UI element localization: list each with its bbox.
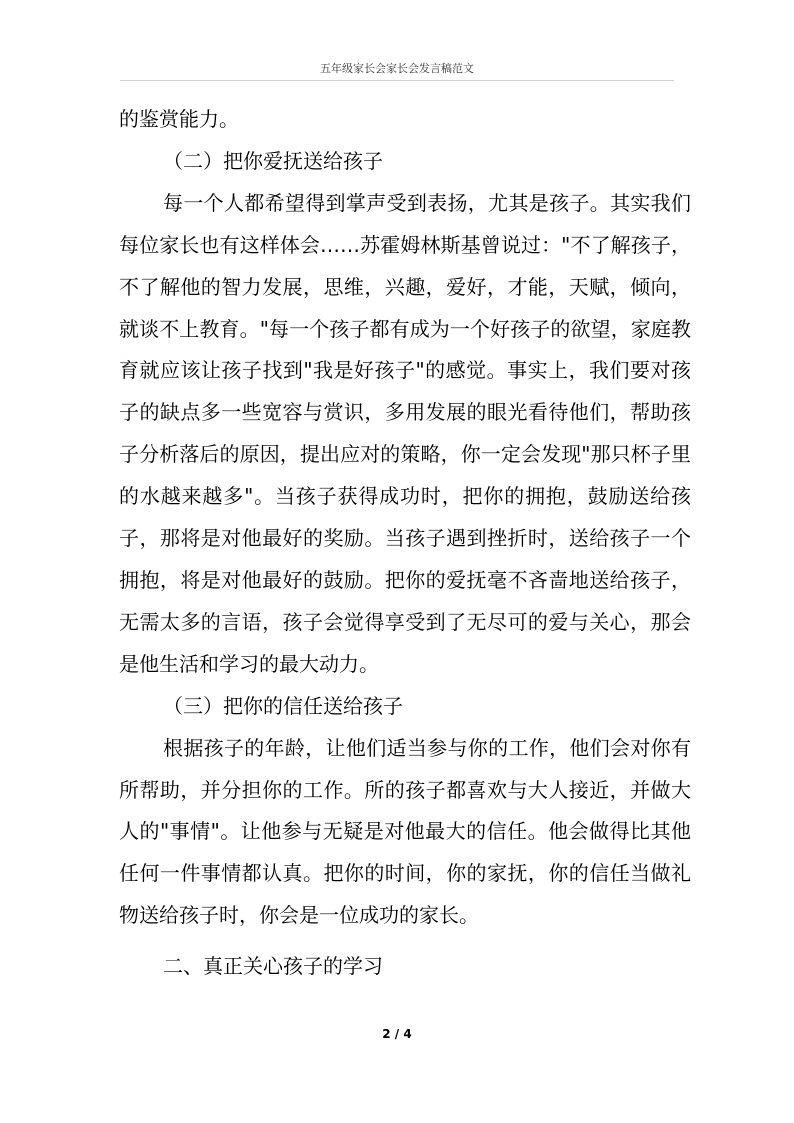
header-divider [120,80,674,81]
page-header: 五年级家长会家长会发言稿范文 [320,62,474,75]
paragraph-affection: 每一个人都希望得到掌声受到表扬，尤其是孩子。其实我们每位家长也有这样体会……苏霍姆林斯基曾说过："不了解孩子，不了解他的智力发展，思维，兴趣，爱好，才能，天赋，倾向，就谈不上教育。"每一个孩子都有成为一个好孩子的欲望，家庭教育就应该让孩子找到"我是好孩子"的感觉。事实上，我们要对孩子的缺点多一些宽容与赏识，多用发展的眼光看待他们，帮助孩子分析落后的原因，提出应对的策略，你一定会发现"那只杯子里的水越来越多"。当孩子获得成功时，把你的拥抱，鼓励送给孩子，那将是对他最好的奖励。当孩子遇到挫折时，送给孩子一个拥抱，将是对他最好的鼓励。把你的爱抚毫不吝啬地送给孩子，无需太多的言语，孩子会觉得享受到了无尽可的爱与关心，那会是他生活和学习的最大动力。 [119,190,691,676]
page-number: 2 / 4 [382,1027,412,1041]
paragraph-trust: 根据孩子的年龄，让他们适当参与你的工作，他们会对你有所帮助，并分担你的工作。所的孩子都喜欢与大人接近，并做大人的"事情"。让他参与无疑是对他最大的信任。他会做得比其他任何一件事情都认真。把你的时间，你的家抚，你的信任当做礼物送给孩子时，你会是一位成功的家长。 [119,735,691,928]
section-heading-part-2: 二、真正关心孩子的学习 [163,954,383,979]
document-body [119,99,691,988]
section-heading-3: （三）把你的信任送给孩子 [163,693,403,718]
paragraph-continuation: 的鉴赏能力。 [119,107,239,131]
section-heading-2: （二）把你爱抚送给孩子 [163,148,383,173]
